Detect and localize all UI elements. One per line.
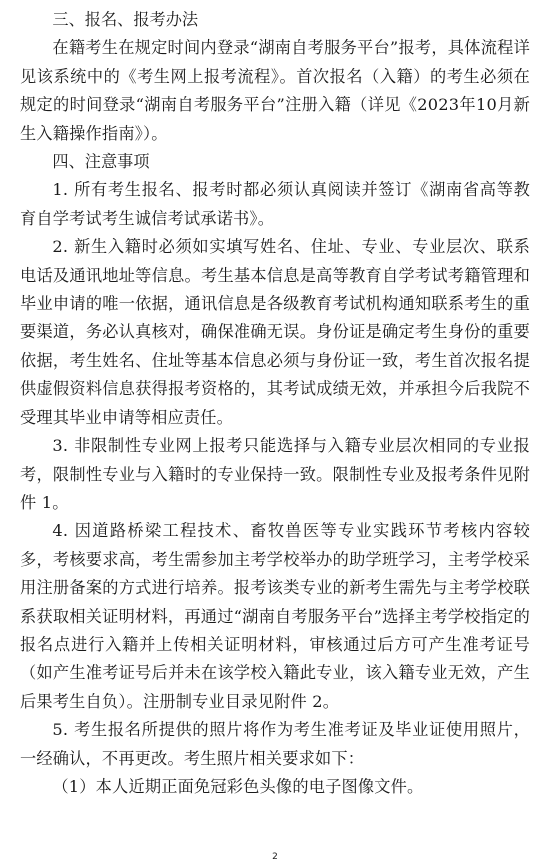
note-item-5-sub-1: （1）本人近期正面免冠彩色头像的电子图像文件。 (52, 776, 424, 796)
note-item-3: 3. 非限制性专业网上报考只能选择与入籍专业层次相同的专业报考，限制性专业与入籍时的专业保持一致。限制性专业及报考条件见附件 1。 (20, 436, 530, 512)
note-item-2: 2. 新生入籍时必须如实填写姓名、住址、专业、专业层次、联系电话及通讯地址等信息。考生基本信息是高等教育自学考试考籍管理和毕业申请的唯一依据，通讯信息是各级教育考试机构通知联系考生的重要渠道，务必认真核对，确保准确无误。身份证是确定考生身份的重要依据，考生姓名、住址等基本信息必须与身份证一致，考生首次报名提供虚假资料信息获得报考资格的，其考试成绩无效，并承担今后我院不受理其毕业申请等相应责任。 (20, 237, 530, 427)
section-heading-registration: 三、报名、报考办法 (52, 10, 199, 29)
page-number: 2 (272, 852, 278, 862)
section-heading-notes: 四、注意事项 (52, 152, 150, 172)
note-item-1: 1. 所有考生报名、报考时都必须认真阅读并签订《湖南省高等教育自学考试考生诚信考试承诺书》。 (20, 180, 530, 228)
note-item-4: 4. 因道路桥梁工程技术、畜牧兽医等专业实践环节考核内容较多，考核要求高，考生需参加主考学校举办的助学班学习，主考学校采用注册备案的方式进行培养。报考该类专业的新考生需先与主考学校联系获取相关证明材料，再通过“湖南自考服务平台”选择主考学校指定的报名点进行入籍并上传相关证明材料，审核通过后方可产生准考证号（如产生准考证号后并未在该学校入籍此专业，该入籍专业无效，产生后果考生自负）。注册制专业目录见附件 2。 (20, 521, 530, 711)
note-item-5: 5. 考生报名所提供的照片将作为考生准考证及毕业证使用照片，一经确认，不再更改。考生照片相关要求如下： (20, 720, 530, 768)
paragraph-registration-method: 在籍考生在规定时间内登录“湖南自考服务平台”报考，具体流程详见该系统中的《考生网上报考流程》。首次报名（入籍）的考生必须在规定的时间登录“湖南自考服务平台”注册入籍（详见《2023年10月新生入籍操作指南》）。 (20, 38, 530, 143)
